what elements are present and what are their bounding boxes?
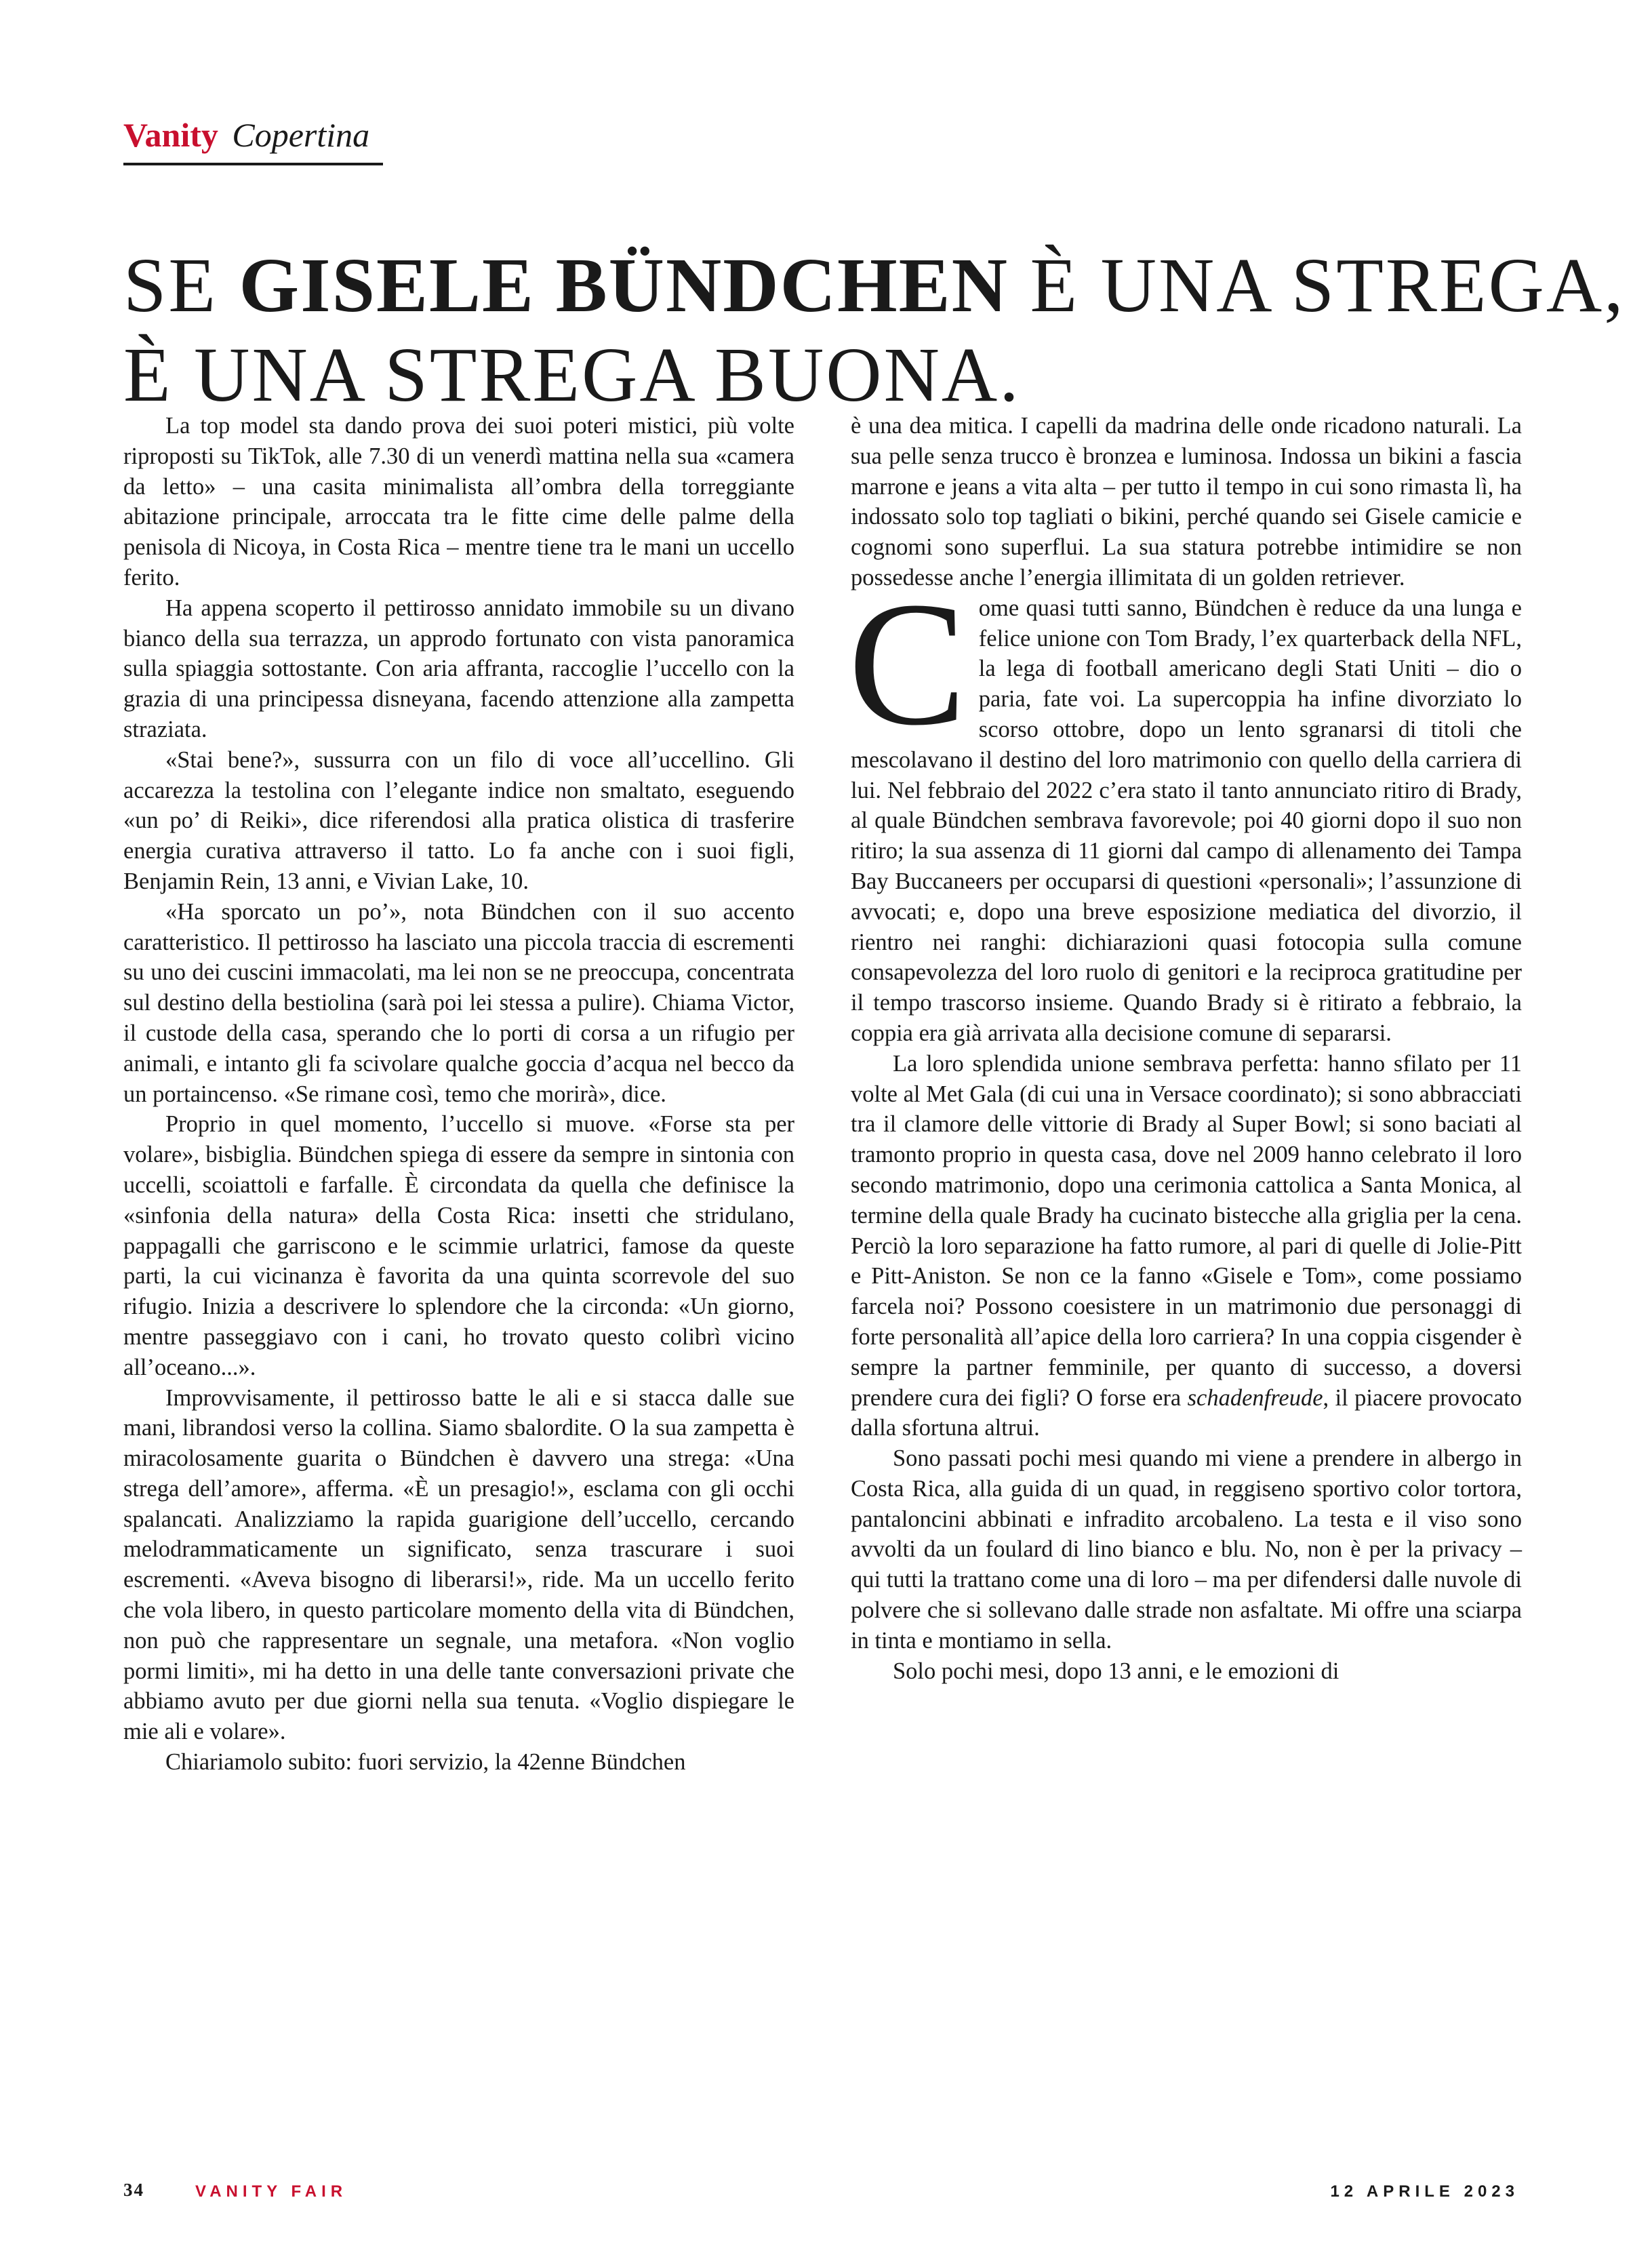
paragraph-continuation: è una dea mitica. I capelli da madrina delle onde ricadono naturali. La sua pelle senza trucco è bronzea e luminosa. Indossa un bikini a fascia marrone e jeans a vita alta – per tutto il tempo in cui sono rimasta lì, ha indossato solo top tagliati o bikini, perché quando sei Gisele camicie e cognomi sono superflui. La sua statura potrebbe intimidire se non possedesse anche l’energia illimitata di un golden retriever. <box>851 413 1522 590</box>
dropcap-text: ome quasi tutti sanno, Bündchen è reduce da una lunga e felice unione con Tom Brady, l’ex quarterback della NFL, la lega di football americano degli Stati Uniti – dio o paria, fate voi. La supercoppia ha infine divorziato lo scorso ottobre, dopo un lento sgranarsi di titoli che mescolavano il destino del loro matrimonio con quello della carriera di lui. Nel febbraio del 2022 c’era stato il tanto annunciato ritiro di Brady, al quale Bündchen sembrava favorevole; poi 40 giorni dopo il suo non ritiro; la sua assenza di 11 giorni dal campo di allenamento dei Tampa Bay Buccaneers per occuparsi di questioni «personali»; l’assunzione di avvocati; e, dopo una breve esposizione mediatica del divorzio, il rientro nei ranghi: dichiarazioni quasi fotocopia sulla comune consapevolezza del loro ruolo di genitori e la reciproca gratitudine per il tempo trascorso insieme. Quando Brady si è ritirato a febbraio, la coppia era già arrivata alla decisione comune di separarsi. <box>851 595 1522 1046</box>
headline-line-1 <box>123 241 1626 330</box>
kicker-underline <box>123 163 383 165</box>
paragraph: Solo pochi mesi, dopo 13 anni, e le emozioni di <box>893 1658 1339 1684</box>
page-number: 34 <box>123 2180 144 2200</box>
paragraph: La top model sta dando prova dei suoi poteri mistici, più volte riproposti su TikTok, alle 7.30 di un venerdì mattina nella sua «camera da letto» – una casita minimalista all’ombra della torreggiante abitazione principale, arroccata tra le fitte cime delle palme della penisola di Nicoya, in Costa Rica – mentre tiene tra le mani un uccello ferito. <box>123 413 794 590</box>
paragraph-text: La loro splendida unione sembrava perfetta: hanno sfilato per 11 volte al Met Gala (di cui una in Versace coordinato); si sono abbracciati tra il clamore delle vittorie di Brady al Super Bowl; si sono baciati al tramonto proprio in questa casa, dove nel 2009 hanno celebrato il loro secondo matrimonio, dopo una cerimonia cattolica a Santa Monica, al termine della quale Brady ha cucinato bistecche alla griglia per la cena. Perciò la loro separazione ha fatto rumore, al pari di quelle di Jolie-Pitt e Pitt-Aniston. Se non ce la fanno «Gisele e Tom», come possiamo farcela noi? Possono coesistere in un matrimonio due personaggi di forte personalità all’apice della loro carriera? In una coppia cisgender è sempre la partner femminile, per quanto di successo, a doversi prendere cura dei figli? O forse era <box>851 1050 1522 1411</box>
kicker-brand: Vanity <box>123 116 218 154</box>
paragraph: «Stai bene?», sussurra con un filo di voce all’uccellino. Gli accarezza la testolina con l’elegante indice non smaltato, eseguendo «un po’ di Reiki», dice riferendosi alla pratica olistica di trasferire energia curativa attraverso il tatto. Lo fa anche con i suoi figli, Benjamin Rein, 13 anni, e Vivian Lake, 10. <box>123 746 794 894</box>
paragraph-dropcap <box>848 565 1522 1049</box>
article-column-left <box>123 411 794 2079</box>
paragraph: Sono passati pochi mesi quando mi viene a prendere in albergo in Costa Rica, alla guida di un quad, in reggiseno sportivo color tortora, pantaloncini abbinati e infradito arcobaleno. La testa e il viso sono avvolti da un foulard di lino bianco e blu. No, non è per la privacy – qui tutti la trattano come una di loro – ma per difendersi dalle nuvole di polvere che si sollevano dalle strade non asfaltate. Mi offre una sciarpa in tinta e montiamo in sella. <box>851 1445 1522 1654</box>
issue-date: 12 APRILE 2023 <box>1330 2182 1519 2201</box>
paragraph: Proprio in quel momento, l’uccello si muove. «Forse sta per volare», bisbiglia. Bündchen spiega di essere da sempre in sintonia con uccelli, scoiattoli e farfalle. È circondata da quella che definisce la «sinfonia della natura» della Costa Rica: insetti che stridulano, pappagalli che garriscono e le scimmie urlatrici, famose da queste parti, la cui vicinanza è favorita da una quinta scorrevole del suo rifugio. Inizia a descrivere lo splendore che la circonda: «Un giorno, mentre passeggiavo con i cani, ho trovato questo colibrì vicino all’oceano...». <box>123 1111 794 1380</box>
italic-term: schadenfreude <box>1187 1384 1323 1411</box>
headline <box>123 241 1626 420</box>
article-column-right <box>848 411 1522 2079</box>
headline-line-2: È UNA STREGA BUONA. <box>123 332 1021 418</box>
paragraph <box>851 1049 1522 1443</box>
kicker-section: Copertina <box>232 116 370 154</box>
magazine-name: VANITY FAIR <box>195 2182 348 2201</box>
drop-cap: C <box>848 565 967 762</box>
headline-pre: SE <box>123 242 239 328</box>
paragraph-text: , il piacere provocato dalla sfortuna altrui. <box>851 1384 1522 1441</box>
paragraph: Improvvisamente, il pettirosso batte le ali e si stacca dalle sue mani, librandosi verso la collina. Siamo sbalordite. O la sua zampetta è miracolosamente guarita o Bündchen è davvero una strega: «Una strega dell’amore», afferma. «È un presagio!», esclama con gli occhi spalancati. Analizziamo la rapida guarigione dell’uccello, cercando melodrammaticamente un significato, senza trascurare i suoi escrementi. «Aveva bisogno di liberarsi!», ride. Ma un uccello ferito che vola libero, in questo particolare momento della vita di Bündchen, non può che rappresentare un segnale, una metafora. «Non voglio pormi limiti», mi ha detto in una delle tante conversazioni private che abbiamo avuto per due giorni nella sua tenuta. «Voglio dispiegare le mie ali e volare». <box>123 1384 794 1745</box>
paragraph: Ha appena scoperto il pettirosso annidato immobile su un divano bianco della sua terrazza, un approdo fortunato con vista panoramica sulla spiaggia sottostante. Con aria affranta, raccoglie l’uccello con la grazia di una principessa disneyana, facendo attenzione alla zampetta straziata. <box>123 595 794 742</box>
paragraph: Chiariamolo subito: fuori servizio, la 42enne Bündchen <box>165 1749 686 1776</box>
section-kicker <box>123 114 369 156</box>
headline-post: È UNA STREGA, <box>1008 242 1626 328</box>
headline-name: GISELE BÜNDCHEN <box>239 242 1009 328</box>
paragraph: «Ha sporcato un po’», nota Bündchen con il suo accento caratteristico. Il pettirosso ha lasciato una piccola traccia di escrementi su uno dei cuscini immacolati, ma lei non se ne preoccupa, concentrata sul destino della bestiolina (sarà poi lei stessa a pulire). Chiama Victor, il custode della casa, sperando che lo porti di corsa a un rifugio per animali, e intanto gli fa scivolare qualche goccia d’acqua nel becco da un portaincenso. «Se rimane così, temo che morirà», dice. <box>123 898 794 1107</box>
